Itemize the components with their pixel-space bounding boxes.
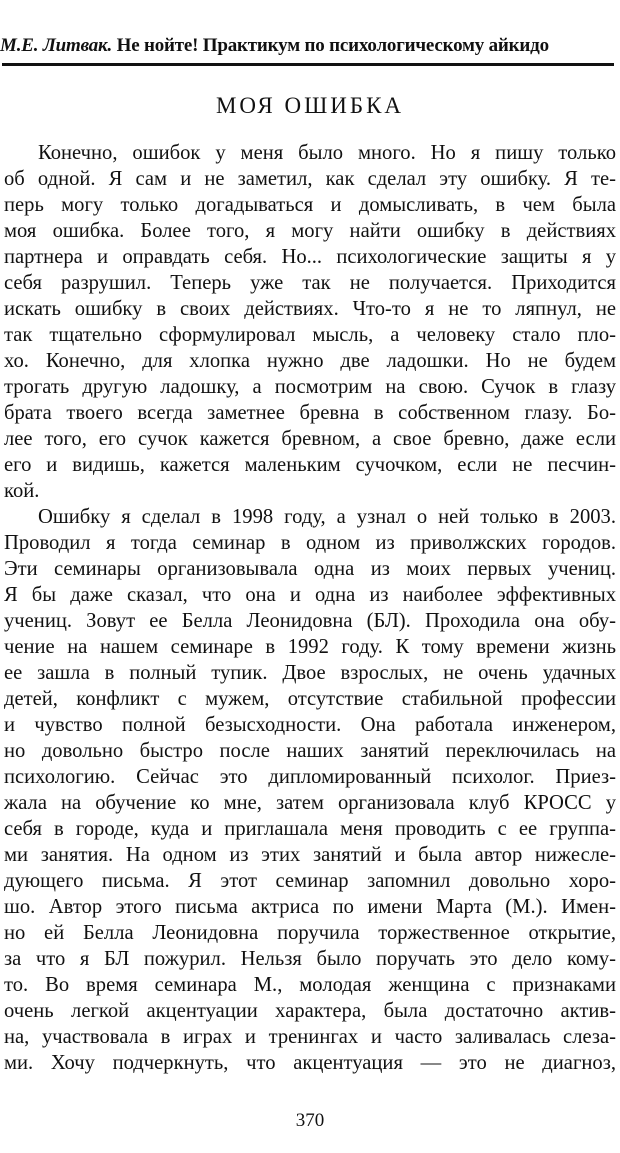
- paragraph-line: дующего письма. Я этот семинар запомнил довольно хоро-: [4, 870, 616, 892]
- paragraph-line: Я бы даже сказал, что она и одна из наиболее эффективных: [4, 584, 616, 606]
- paragraph-line: жала на обучение ко мне, затем организовала клуб КРОСС у: [4, 792, 616, 814]
- paragraph-line: но довольно быстро после наших занятий переключилась на: [4, 740, 616, 762]
- paragraph-line: моя ошибка. Более того, я могу найти ошибку в действиях: [4, 220, 616, 242]
- paragraph-line: Проводил я тогда семинар в одном из приволжских городов.: [4, 532, 616, 554]
- paragraph-line: хо. Конечно, для хлопка нужно две ладошки. Но не будем: [4, 350, 616, 372]
- paragraph-line: трогать другую ладошку, а посмотрим на свою. Сучок в глазу: [4, 376, 616, 398]
- paragraph-line: искать ошибку в своих действиях. Что-то я не то ляпнул, не: [4, 298, 616, 320]
- paragraph-line: ми занятия. На одном из этих занятий и была автор нижесле-: [4, 844, 616, 866]
- paragraph-line: Ошибку я сделал в 1998 году, а узнал о ней только в 2003.: [38, 506, 616, 528]
- paragraph-line: себя в городе, куда и приглашала меня проводить с ее группа-: [4, 818, 616, 840]
- paragraph-line: на, участвовала в играх и тренингах и часто заливалась слеза-: [4, 1026, 616, 1048]
- paragraph-line: Эти семинары организовывала одна из моих первых учениц.: [4, 558, 616, 580]
- paragraph-line: и чувство полной безысходности. Она работала инженером,: [4, 714, 616, 736]
- paragraph-line: шо. Автор этого письма актриса по имени Марта (М.). Имен-: [4, 896, 616, 918]
- chapter-title: МОЯ ОШИБКА: [215, 93, 405, 118]
- paragraph-line: детей, конфликт с мужем, отсутствие стабильной профессии: [4, 688, 616, 710]
- paragraph-line: кой.: [4, 480, 40, 502]
- paragraph-line: его и видишь, кажется маленьким сучочком, если не песчин-: [4, 454, 616, 476]
- paragraph-line: за что я БЛ пожурил. Нельзя было поручать это дело кому-: [4, 948, 616, 970]
- page-number: 370: [295, 1110, 325, 1131]
- paragraph-line: партнера и оправдать себя. Но... психологические защиты я у: [4, 246, 616, 268]
- paragraph-line: чение на нашем семинаре в 1992 году. К тому времени жизнь: [4, 636, 616, 658]
- paragraph-line: лее того, его сучок кажется бревном, а свое бревно, даже если: [4, 428, 616, 450]
- paragraph-line: брата твоего всегда заметнее бревна в собственном глазу. Бо-: [4, 402, 616, 424]
- paragraph-line: себя разрушил. Теперь уже так не получается. Приходится: [4, 272, 616, 294]
- paragraph-line: очень легкой акцентуации характера, была достаточно актив-: [4, 1000, 616, 1022]
- paragraph-line: психологию. Сейчас это дипломированный психолог. Приез-: [4, 766, 616, 788]
- running-head: [0, 34, 612, 58]
- paragraph-line: ее зашла в полный тупик. Двое взрослых, не очень удачных: [4, 662, 616, 684]
- paragraph-line: но ей Белла Леонидовна поручила торжественное открытие,: [4, 922, 616, 944]
- paragraph-line: Конечно, ошибок у меня было много. Но я пишу только: [38, 142, 616, 164]
- paragraph-line: ми. Хочу подчеркнуть, что акцентуация — это не диагноз,: [4, 1052, 616, 1074]
- paragraph-line: то. Во время семинара М., молодая женщина с признаками: [4, 974, 616, 996]
- running-head-author: М.Е. Литвак.: [0, 35, 113, 56]
- paragraph-line: так тщательно сформулировал мысль, а человеку стало пло-: [4, 324, 616, 346]
- paragraph-line: учениц. Зовут ее Белла Леонидовна (БЛ). Проходила она обу-: [4, 610, 616, 632]
- body-text: [4, 140, 616, 1076]
- header-rule: [2, 63, 614, 66]
- running-head-title: Не нойте! Практикум по психологическому айкидо: [116, 35, 549, 56]
- paragraph-line: об одной. Я сам и не заметил, как сделал эту ошибку. Я те-: [4, 168, 616, 190]
- paragraph-line: перь могу только догадываться и домысливать, в чем была: [4, 194, 616, 216]
